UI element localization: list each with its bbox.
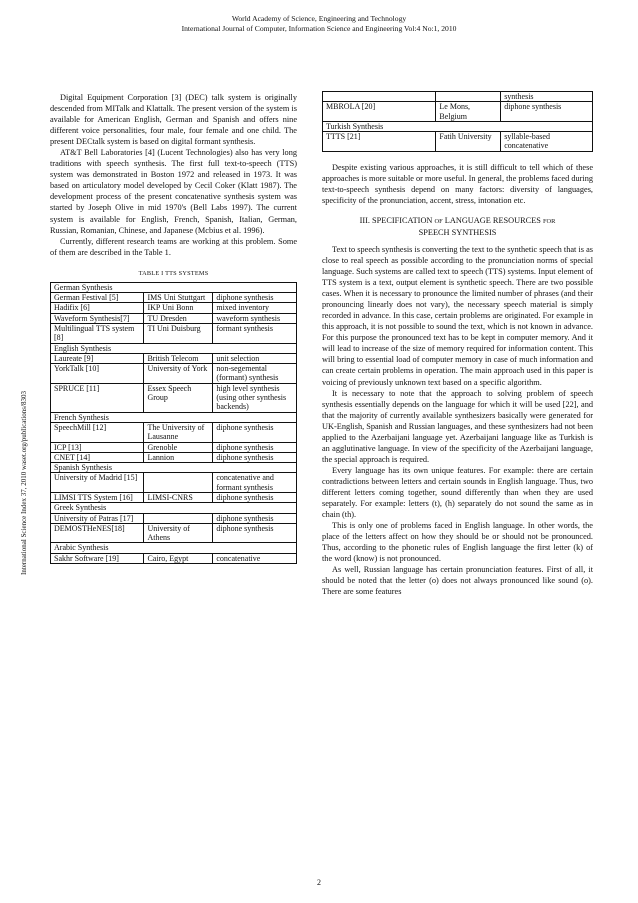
table-cell: Laureate [9]: [51, 353, 144, 363]
table-cell: TI Uni Duisburg: [144, 323, 213, 343]
paragraph: This is only one of problems faced in English language. In other words, the place of the letters affect on how they should be or should not be pronounced. Thus, according to the phonetic rules of English language the first letter (k) of the word (know) is not pronounced.: [322, 521, 593, 564]
table-cell: YorkTalk [10]: [51, 364, 144, 384]
table-row: [51, 503, 297, 513]
table-cell: diphone synthesis: [213, 492, 297, 502]
table-cell: diphone synthesis: [213, 452, 297, 462]
table-row: [51, 282, 297, 292]
table-cell: LIMSI TTS System [16]: [51, 492, 144, 502]
table-row: [51, 442, 297, 452]
table-cell: Grenoble: [144, 442, 213, 452]
table-group-heading: French Synthesis: [51, 412, 297, 422]
table-cell: diphone synthesis: [213, 523, 297, 543]
table-row: [51, 383, 297, 412]
table-cell: British Telecom: [144, 353, 213, 363]
table-group-heading: English Synthesis: [51, 343, 297, 353]
table-cell: synthesis: [501, 92, 593, 102]
table-cell: The University of Lausanne: [144, 422, 213, 442]
table-row: [51, 293, 297, 303]
table-cell: [436, 92, 501, 102]
table-cell: CNET [14]: [51, 452, 144, 462]
table-group-heading: Greek Synthesis: [51, 503, 297, 513]
header-line-2: International Journal of Computer, Information Science and Engineering Vol:4 No:1, 2010: [181, 24, 457, 33]
table-group-heading: Turkish Synthesis: [323, 121, 593, 131]
table-cell: Waveform Synthesis[7]: [51, 313, 144, 323]
section-heading-part: III. SPECIFICATION: [359, 215, 433, 225]
table-cell: ICP [13]: [51, 442, 144, 452]
table-cell: diphone synthesis: [213, 513, 297, 523]
table-row: [51, 343, 297, 353]
table-cell: diphone synthesis: [501, 102, 593, 122]
table-cell: LIMSI-CNRS: [144, 492, 213, 502]
table-row: [323, 121, 593, 131]
tts-systems-table-continued: [322, 91, 593, 152]
table-row: [51, 313, 297, 323]
table-cell: SPRUCE [11]: [51, 383, 144, 412]
table-row: [323, 92, 593, 102]
table-group-heading: Spanish Synthesis: [51, 463, 297, 473]
tts-systems-table: [50, 282, 297, 564]
table-cell: Cairo, Egypt: [144, 553, 213, 563]
paragraph: AT&T Bell Laboratories [4] (Lucent Technologies) also has very long traditions with speech synthesis. The first full text-to-speech (TTS) system was demonstrated in Boston 1972 and released in 1973. It was based on articulatory model developed by Cecil Coker (Klatt 1987). The development process of the present concatenative synthesis system was started by Joseph Olive in mid 1970's (Bell Labs 1997). The current system is available for English, French, Spanish, Italian, German, Russian, Romanian, Chinese, and Japanese (Mcbius et al. 1996).: [50, 148, 297, 235]
paragraph: Currently, different research teams are working at this problem. Some of them are described in the Table 1.: [50, 236, 297, 257]
table-cell: [144, 473, 213, 493]
table-cell: University of York: [144, 364, 213, 384]
table-cell: high level synthesis (using other synthesis backends): [213, 383, 297, 412]
right-column: [322, 91, 593, 597]
table-cell: IKP Uni Bonn: [144, 303, 213, 313]
table-row: [51, 303, 297, 313]
table-cell: University of Madrid [15]: [51, 473, 144, 493]
paragraph: Digital Equipment Corporation [3] (DEC) talk system is originally descended from MITalk and Klattalk. The present version of the system is available for American English, German and Spanish and offers nine different voice personalities, four male, four female and one child. The present DECtalk system is based on digital formant synthesis.: [50, 93, 297, 147]
left-column: [50, 92, 297, 564]
table-cell: Lannion: [144, 452, 213, 462]
paragraph: Despite existing various approaches, it is still difficult to tell which of these approaches is more suitable or more useful. In general, the problems faced during text-to-speech synthesis depend on many factors: diversity of languages, specificity of the pronunciation, accent, stress, intonation etc.: [322, 162, 593, 205]
table-row: [51, 463, 297, 473]
table-row: [323, 132, 593, 152]
table-cell: Le Mons, Belgium: [436, 102, 501, 122]
table-cell: University of Patras [17]: [51, 513, 144, 523]
table-row: [323, 102, 593, 122]
table-cell: TU Dresden: [144, 313, 213, 323]
table-row: [51, 543, 297, 553]
table-row: [51, 412, 297, 422]
table-cell: Sakhr Software [19]: [51, 553, 144, 563]
table-cell: formant synthesis: [213, 323, 297, 343]
section-heading-part: SPEECH SYNTHESIS: [418, 227, 497, 237]
table-group-heading: Arabic Synthesis: [51, 543, 297, 553]
table-group-heading: German Synthesis: [51, 282, 297, 292]
table-cell: syllable-based concatenative: [501, 132, 593, 152]
table-row: [51, 422, 297, 442]
table-cell: concatenative and formant synthesis: [213, 473, 297, 493]
table-row: [51, 523, 297, 543]
paragraph: Text to speech synthesis is converting the text to the synthetic speech that is as close to real speech as possible according to the pronunciation norms of special language. Such systems are called text to speech (TTS) systems. Input element of TTS system is a text, output element is synthetic speech. There are two possible cases. When it is necessary to pronounce the limited number of phrases (and their pronouncing linearly does not vary), the necessary speech material is simply recorded in advance. In this case, certain problems are originated. For example in this approach, it is not possible to sound the text, which is not known in advance. For this purpose the pronounced text has to be kept in computer memory. And it will lead to increase of the size of memory required for information content. This will bring to essential load of computer memory in case of much information and can create certain problems in operation. The main approach used in this paper is voicing of previously unknown text based on a specific algorithm.: [322, 244, 593, 387]
table-cell: concatenative: [213, 553, 297, 563]
table-cell: MBROLA [20]: [323, 102, 436, 122]
table-cell: non-segemental (formant) synthesis: [213, 364, 297, 384]
table-cell: diphone synthesis: [213, 422, 297, 442]
section-heading-part: FOR: [542, 217, 556, 225]
table-cell: University of Athens: [144, 523, 213, 543]
table-row: [51, 364, 297, 384]
table-cell: unit selection: [213, 353, 297, 363]
page-number: 2: [317, 878, 321, 887]
table-cell: Fatih University: [436, 132, 501, 152]
section-heading-part: OF: [434, 217, 443, 225]
running-header: [0, 14, 638, 34]
table-title: TABLE I TTS SYSTEMS: [138, 269, 209, 277]
section-heading: [322, 215, 593, 238]
paragraph: Every language has its own unique features. For example: there are certain contradictions between letters and certain sounds in English language. Thus, two different letters coming together, sound differently than when they are used separately. For example: letters (t), (h) separately do not sound the same as in chain (th).: [322, 465, 593, 520]
section-heading-part: LANGUAGE RESOURCES: [444, 215, 541, 225]
table-row: [51, 353, 297, 363]
table-row: [51, 323, 297, 343]
sidebar-index-text: International Science Index 37, 2010 waset.org/publications/8303: [20, 391, 28, 575]
table-row: [51, 473, 297, 493]
header-line-1: World Academy of Science, Engineering and Technology: [231, 14, 407, 23]
table-cell: mixed inventory: [213, 303, 297, 313]
table-cell: [144, 513, 213, 523]
table-cell: Hadifix [6]: [51, 303, 144, 313]
table-row: [51, 553, 297, 563]
table-row: [51, 513, 297, 523]
table-cell: IMS Uni Stuttgart: [144, 293, 213, 303]
table-cell: diphone synthesis: [213, 293, 297, 303]
paragraph: It is necessary to note that the approach to solving problem of speech synthesis essentially depends on the language for which it will be used [22], and that the majority of currently available synthesizers basically were generated for UK-English, Spanish and Russian languages, and these synthesizers had not been applied to the Azerbaijani language yet. Azerbaijani language like as Turkish is an agglutinative language. In view of the specificity of the Azerbaijani language, the special approach is required.: [322, 388, 593, 464]
table-cell: diphone synthesis: [213, 442, 297, 452]
table-cell: Multilingual TTS system [8]: [51, 323, 144, 343]
table-cell: DEMOSTHeNES[18]: [51, 523, 144, 543]
table-cell: [323, 92, 436, 102]
table-cell: SpeechMill [12]: [51, 422, 144, 442]
table-row: [51, 492, 297, 502]
table-cell: TTTS [21]: [323, 132, 436, 152]
table-cell: waveform synthesis: [213, 313, 297, 323]
table-cell: Essex Speech Group: [144, 383, 213, 412]
table-row: [51, 452, 297, 462]
paragraph: As well, Russian language has certain pronunciation features. First of all, it should be noted that the letter (o) does not always pronounced like sound (o). There are some features: [322, 565, 593, 597]
table-cell: German Festival [5]: [51, 293, 144, 303]
